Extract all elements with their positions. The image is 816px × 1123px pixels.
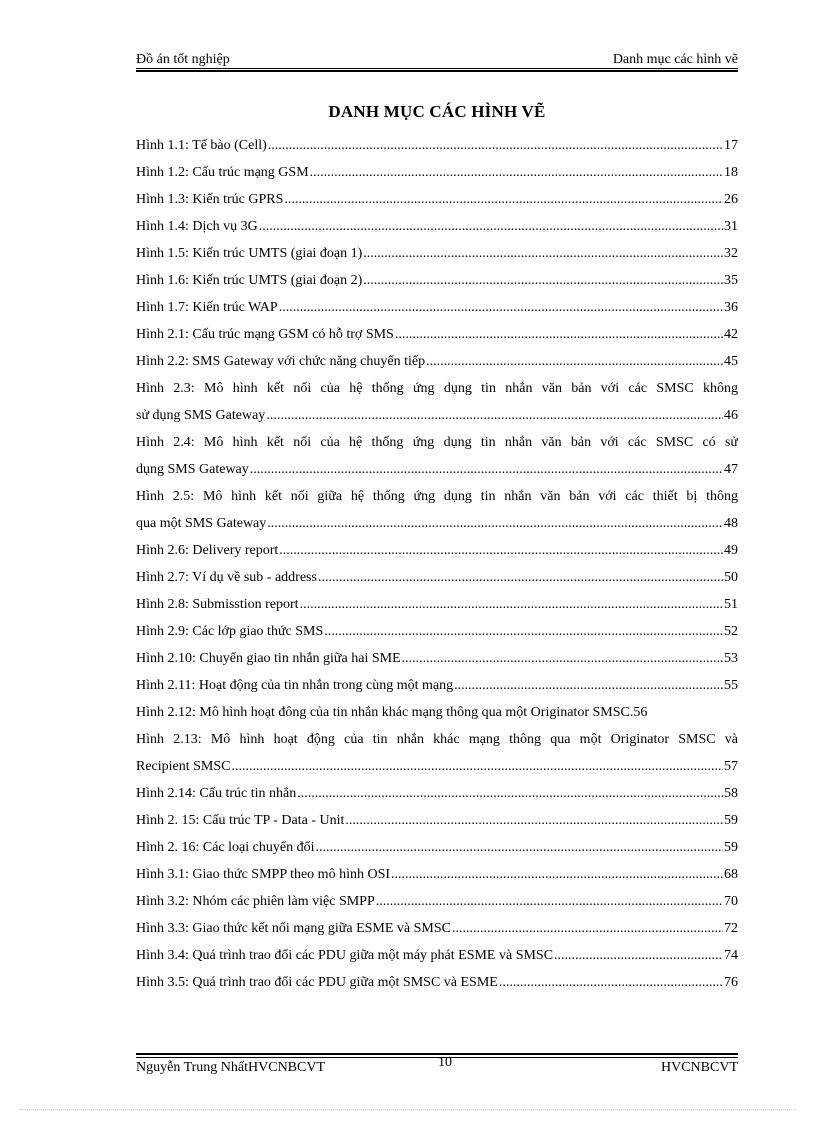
toc-entry-row (136, 676, 738, 696)
toc-entry (136, 163, 738, 190)
toc-entry-label: Hình 1.4: Dịch vụ 3G (136, 219, 258, 234)
toc-entry-text: Hình 2.5: Mô hình kết nối giữa hệ thống ứng dụng tin nhắn văn bản với các thiết bị thông (136, 489, 738, 504)
toc-entry-label: Hình 1.2: Cấu trúc mạng GSM (136, 165, 309, 180)
toc-entry-page-number: 59 (724, 840, 738, 855)
toc-entry-row (136, 460, 738, 480)
toc-entry-row (136, 217, 738, 237)
dot-leader (363, 271, 723, 291)
toc-entry-row (136, 271, 738, 291)
dot-leader (452, 919, 723, 939)
toc-entry-label: Hình 2.2: SMS Gateway với chức năng chuyển tiếp (136, 354, 426, 369)
toc-entry-page-number: 32 (724, 246, 738, 261)
toc-entry (136, 514, 738, 541)
toc-entry-label: Recipient SMSC (136, 759, 231, 774)
dot-leader (297, 784, 723, 804)
dot-leader (318, 568, 723, 588)
toc-entry (136, 190, 738, 217)
dot-leader (363, 244, 723, 264)
toc-entry-page-number: 50 (724, 570, 738, 585)
dot-leader (279, 541, 723, 561)
toc-entry (136, 865, 738, 892)
toc-entry-page-number: 36 (724, 300, 738, 315)
toc-entry-label: Hình 1.6: Kiến trúc UMTS (giai đoạn 2) (136, 273, 363, 288)
toc-entry-row (136, 136, 738, 156)
footer-author: Nguyễn Trung NhấtHVCNBCVT (136, 1060, 326, 1075)
toc-entry-text: Hình 2.4: Mô hình kết nối của hệ thống ứng dụng tin nhắn văn bản với các SMSC có sử (136, 435, 738, 450)
toc-entry-label: sử dụng SMS Gateway (136, 408, 266, 423)
toc-entry-page-number: 74 (724, 948, 738, 963)
header-left-text: Đồ án tốt nghiệp (136, 52, 230, 67)
toc-entry-row (136, 595, 738, 615)
toc-entry (136, 352, 738, 379)
toc-entry-page-number: 58 (724, 786, 738, 801)
dot-leader (426, 352, 723, 372)
toc-entry-row (136, 190, 738, 210)
toc-entry-line (136, 730, 738, 757)
page-header (136, 50, 738, 70)
dot-leader (266, 406, 723, 426)
dot-leader (376, 892, 723, 912)
toc-entry-line (136, 487, 738, 514)
toc-entry (136, 217, 738, 244)
toc-entry-label: Hình 2.12: Mô hình hoạt đông của tin nhắn khác mạng thông qua một Originator SMSC. (136, 705, 634, 720)
toc-entry-page-number: 47 (724, 462, 738, 477)
toc-entry-line (136, 379, 738, 406)
toc-entry-page-number: 26 (724, 192, 738, 207)
toc-entry-row (136, 649, 738, 669)
toc-entry-label: dụng SMS Gateway (136, 462, 249, 477)
toc-entry-label: Hình 2. 15: Cấu trúc TP - Data - Unit (136, 813, 345, 828)
toc-entry-page-number: 52 (724, 624, 738, 639)
dot-leader (395, 325, 723, 345)
figure-list (136, 136, 738, 1000)
toc-entry-page-number: 57 (724, 759, 738, 774)
toc-entry-label: Hình 1.7: Kiến trúc WAP (136, 300, 278, 315)
toc-entry-row (136, 163, 738, 183)
toc-entry-row (136, 892, 738, 912)
toc-entry (136, 622, 738, 649)
header-rule (136, 68, 738, 69)
toc-entry-label: Hình 3.2: Nhóm các phiên làm việc SMPP (136, 894, 375, 909)
toc-entry (136, 784, 738, 811)
toc-entry (136, 271, 738, 298)
toc-entry-row (136, 811, 738, 831)
dot-leader (315, 838, 723, 858)
toc-entry-label: Hình 2.14: Cấu trúc tin nhắn (136, 786, 297, 801)
dot-leader (345, 811, 723, 831)
toc-entry (136, 703, 738, 730)
toc-entry (136, 892, 738, 919)
toc-entry (136, 649, 738, 676)
toc-entry (136, 136, 738, 163)
dot-leader (499, 973, 723, 993)
toc-entry-label: Hình 3.5: Quá trình trao đổi các PDU giữa một SMSC và ESME (136, 975, 498, 990)
footer-rule-thick (136, 1053, 738, 1055)
toc-entry-row (136, 352, 738, 372)
toc-entry-page-number: 31 (724, 219, 738, 234)
toc-entry-row (136, 298, 738, 318)
dot-leader (310, 163, 723, 183)
toc-entry (136, 676, 738, 703)
toc-entry (136, 541, 738, 568)
page-footer (136, 1057, 738, 1081)
toc-entry-page-number: 49 (724, 543, 738, 558)
toc-entry-label: qua một SMS Gateway (136, 516, 267, 531)
dot-leader (279, 298, 723, 318)
toc-entry (136, 919, 738, 946)
toc-entry (136, 757, 738, 784)
toc-entry-label: Hình 1.3: Kiến trúc GPRS (136, 192, 284, 207)
toc-entry-page-number: 35 (724, 273, 738, 288)
toc-entry-page-number: 59 (724, 813, 738, 828)
dot-leader (402, 649, 723, 669)
toc-entry (136, 406, 738, 433)
toc-entry-row (136, 703, 738, 723)
toc-entry-page-number: 72 (724, 921, 738, 936)
toc-entry (136, 298, 738, 325)
dot-leader (250, 460, 723, 480)
toc-entry (136, 325, 738, 352)
toc-entry-label: Hình 3.3: Giao thức kết nối mạng giữa ESME và SMSC (136, 921, 451, 936)
toc-entry-line (136, 433, 738, 460)
toc-entry-page-number: 46 (724, 408, 738, 423)
toc-entry-row (136, 244, 738, 264)
toc-entry-page-number: 53 (724, 651, 738, 666)
toc-entry-row (136, 757, 738, 777)
toc-entry (136, 811, 738, 838)
header-rule-thick (136, 70, 738, 72)
toc-entry-page-number: 76 (724, 975, 738, 990)
toc-entry-label: Hình 2.7: Ví dụ về sub - address (136, 570, 317, 585)
toc-entry-label: Hình 2.10: Chuyển giao tin nhắn giữa hai SME (136, 651, 401, 666)
toc-entry-page-number: 18 (724, 165, 738, 180)
page-bottom-border (20, 1109, 796, 1110)
toc-entry-label: Hình 1.5: Kiến trúc UMTS (giai đoạn 1) (136, 246, 363, 261)
toc-entry-row (136, 865, 738, 885)
toc-entry-row (136, 541, 738, 561)
toc-entry-page-number: 17 (724, 138, 738, 153)
toc-entry-row (136, 406, 738, 426)
dot-leader (259, 217, 723, 237)
dot-leader (554, 946, 723, 966)
page-title: DANH MỤC CÁC HÌNH VẼ (328, 102, 546, 121)
toc-entry (136, 568, 738, 595)
toc-entry-row (136, 838, 738, 858)
toc-entry-row (136, 514, 738, 534)
toc-entry-row (136, 973, 738, 993)
toc-entry-label: Hình 2.1: Cấu trúc mạng GSM có hỗ trợ SMS (136, 327, 394, 342)
dot-leader (267, 514, 723, 534)
toc-entry-row (136, 919, 738, 939)
toc-entry (136, 838, 738, 865)
toc-entry (136, 460, 738, 487)
dot-leader (391, 865, 723, 885)
toc-entry-row (136, 568, 738, 588)
dot-leader (232, 757, 723, 777)
header-right-text: Danh mục các hình vẽ (612, 52, 738, 67)
toc-entry-label: Hình 2.11: Hoạt động của tin nhắn trong cùng một mạng (136, 678, 454, 693)
toc-entry-label: Hình 2.9: Các lớp giao thức SMS (136, 624, 324, 639)
toc-entry-page-number: 56 (633, 705, 648, 720)
toc-entry-label: Hình 2. 16: Các loại chuyển đổi (136, 840, 315, 855)
toc-entry-label: Hình 1.1: Tế bào (Cell) (136, 138, 267, 153)
toc-entry-label: Hình 3.1: Giao thức SMPP theo mô hình OSI (136, 867, 391, 882)
toc-entry-page-number: 68 (724, 867, 738, 882)
toc-entry-row (136, 325, 738, 345)
toc-entry-row (136, 784, 738, 804)
toc-entry-label: Hình 2.6: Delivery report (136, 543, 279, 558)
dot-leader (454, 676, 723, 696)
toc-entry-page-number: 45 (724, 354, 738, 369)
dot-leader (284, 190, 723, 210)
toc-entry (136, 244, 738, 271)
toc-entry-row (136, 622, 738, 642)
toc-entry (136, 946, 738, 973)
page-number: 10 (438, 1055, 452, 1070)
toc-entry-page-number: 48 (724, 516, 738, 531)
toc-entry (136, 973, 738, 1000)
toc-entry-page-number: 55 (724, 678, 738, 693)
dot-leader (268, 136, 723, 156)
toc-entry-page-number: 51 (724, 597, 738, 612)
toc-entry-text: Hình 2.13: Mô hình hoạt động của tin nhắn khác mạng thông qua một Originator SMSC và (136, 732, 738, 747)
footer-right-text: HVCNBCVT (660, 1060, 738, 1075)
dot-leader (300, 595, 723, 615)
toc-entry-label: Hình 2.8: Submisstion report (136, 597, 299, 612)
toc-entry-label: Hình 3.4: Quá trình trao đổi các PDU giữa một máy phát ESME và SMSC (136, 948, 554, 963)
toc-entry-text: Hình 2.3: Mô hình kết nối của hệ thống ứng dụng tin nhắn văn bản với các SMSC không (136, 381, 738, 396)
dot-leader (324, 622, 723, 642)
toc-entry (136, 595, 738, 622)
toc-entry-row (136, 946, 738, 966)
toc-entry-page-number: 42 (724, 327, 738, 342)
toc-entry-page-number: 70 (724, 894, 738, 909)
